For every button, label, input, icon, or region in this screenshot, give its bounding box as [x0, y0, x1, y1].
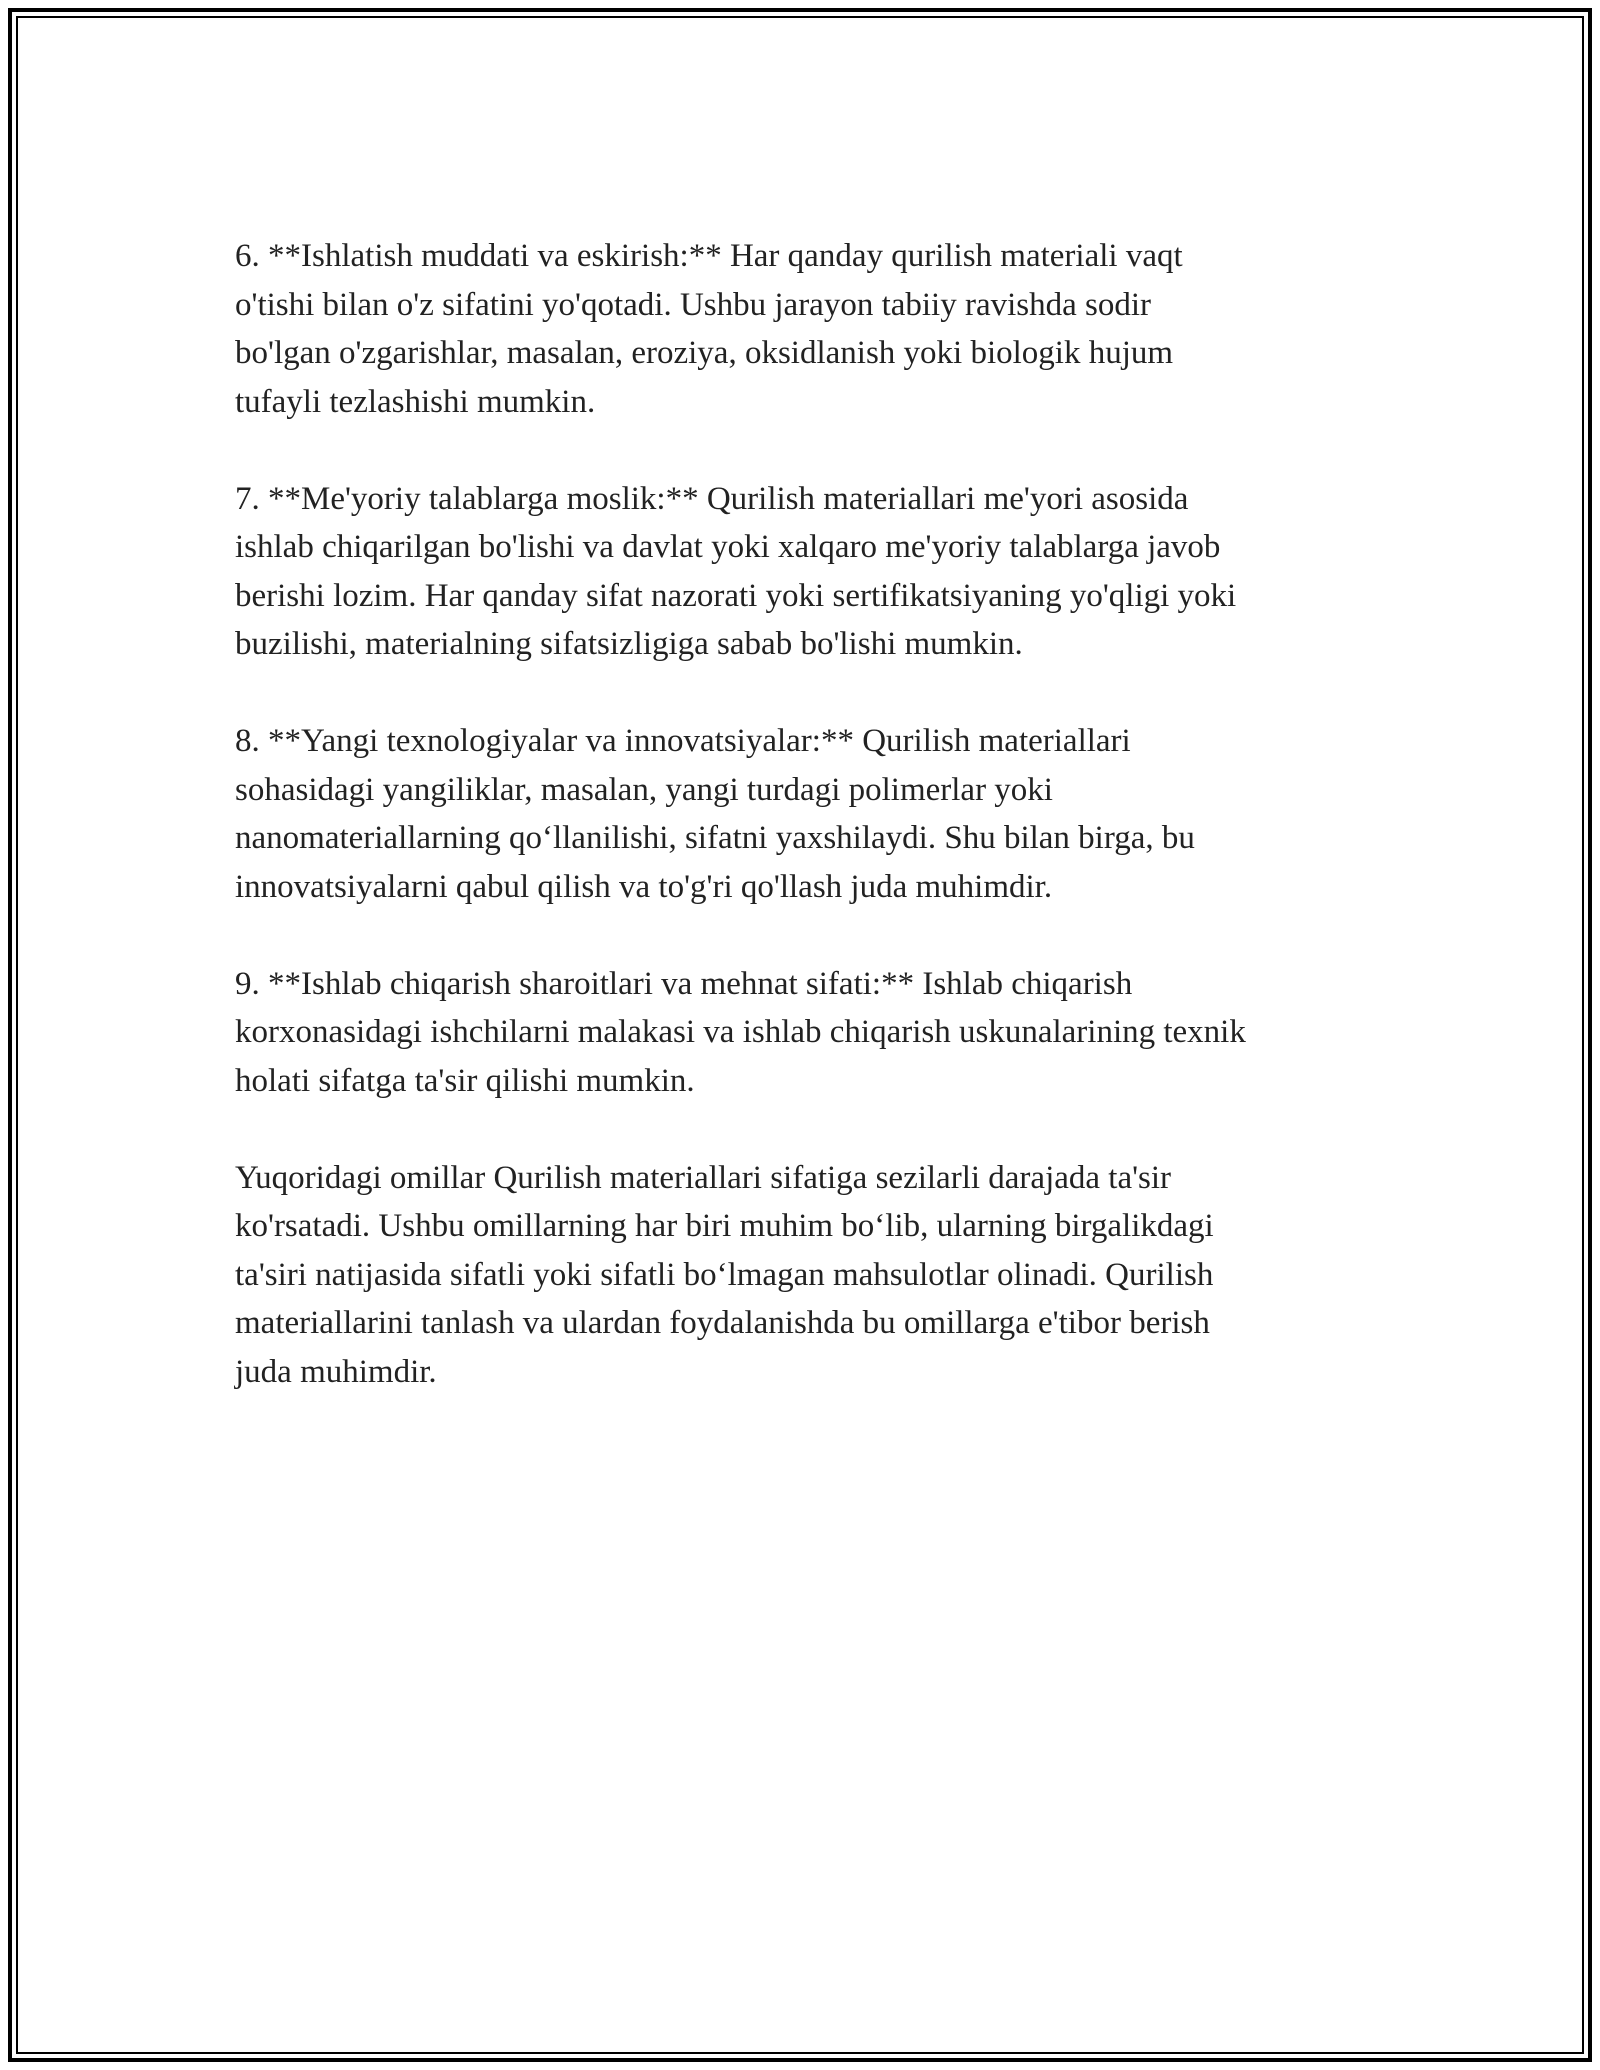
text-line: holati sifatga ta'sir qilishi mumkin.	[235, 1062, 695, 1099]
text-line: tufayli tezlashishi mumkin.	[235, 383, 596, 420]
paragraph-item-7	[235, 475, 1365, 669]
text-line: 6. **Ishlatish muddati va eskirish:** Har qanday qurilish materiali vaqt	[235, 238, 1183, 274]
text-line: innovatsiyalarni qabul qilish va to'g'ri qo'llash juda muhimdir.	[235, 868, 1053, 905]
paragraph-item-8	[235, 717, 1365, 911]
text-line: juda muhimdir.	[235, 1353, 437, 1390]
paragraph-item-9	[235, 960, 1365, 1106]
text-line: buzilishi, materialning sifatsizligiga sabab bo'lishi mumkin.	[235, 626, 1023, 662]
text-line: o'tishi bilan o'z sifatini yo'qotadi. Ushbu jarayon tabiiy ravishda sodir	[235, 286, 1152, 323]
paragraph-item-6	[235, 232, 1365, 426]
text-line: sohasidagi yangiliklar, masalan, yangi turdagi polimerlar yoki	[235, 771, 1053, 808]
text-line: korxonasidagi ishchilarni malakasi va ishlab chiqarish uskunalarining texnik	[235, 1014, 1246, 1050]
text-line: Yuqoridagi omillar Qurilish materiallari sifatiga sezilarli darajada ta'sir	[235, 1159, 1172, 1196]
text-line: materiallarini tanlash va ulardan foydalanishda bu omillarga e'tibor berish	[235, 1305, 1210, 1341]
text-line: 8. **Yangi texnologiyalar va innovatsiyalar:** Qurilish materiallari	[235, 723, 1131, 759]
text-line: 9. **Ishlab chiqarish sharoitlari va mehnat sifati:** Ishlab chiqarish	[235, 965, 1133, 1002]
text-line: ta'siri natijasida sifatli yoki sifatli bo‘lmagan mahsulotlar olinadi. Qurilish	[235, 1256, 1214, 1293]
document-body	[235, 232, 1365, 1445]
text-line: berishi lozim. Har qanday sifat nazorati yoki sertifikatsiyaning yo'qligi yoki	[235, 577, 1237, 614]
text-line: ishlab chiqarilgan bo'lishi va davlat yoki xalqaro me'yoriy talablarga javob	[235, 529, 1221, 565]
text-line: bo'lgan o'zgarishlar, masalan, eroziya, oksidlanish yoki biologik hujum	[235, 335, 1174, 371]
text-line: nanomateriallarning qo‘llanilishi, sifatni yaxshilaydi. Shu bilan birga, bu	[235, 820, 1195, 856]
text-line: 7. **Me'yoriy talablarga moslik:** Qurilish materiallari me'yori asosida	[235, 480, 1189, 517]
paragraph-conclusion	[235, 1154, 1365, 1397]
text-line: ko'rsatadi. Ushbu omillarning har biri muhim bo‘lib, ularning birgalikdagi	[235, 1208, 1214, 1244]
